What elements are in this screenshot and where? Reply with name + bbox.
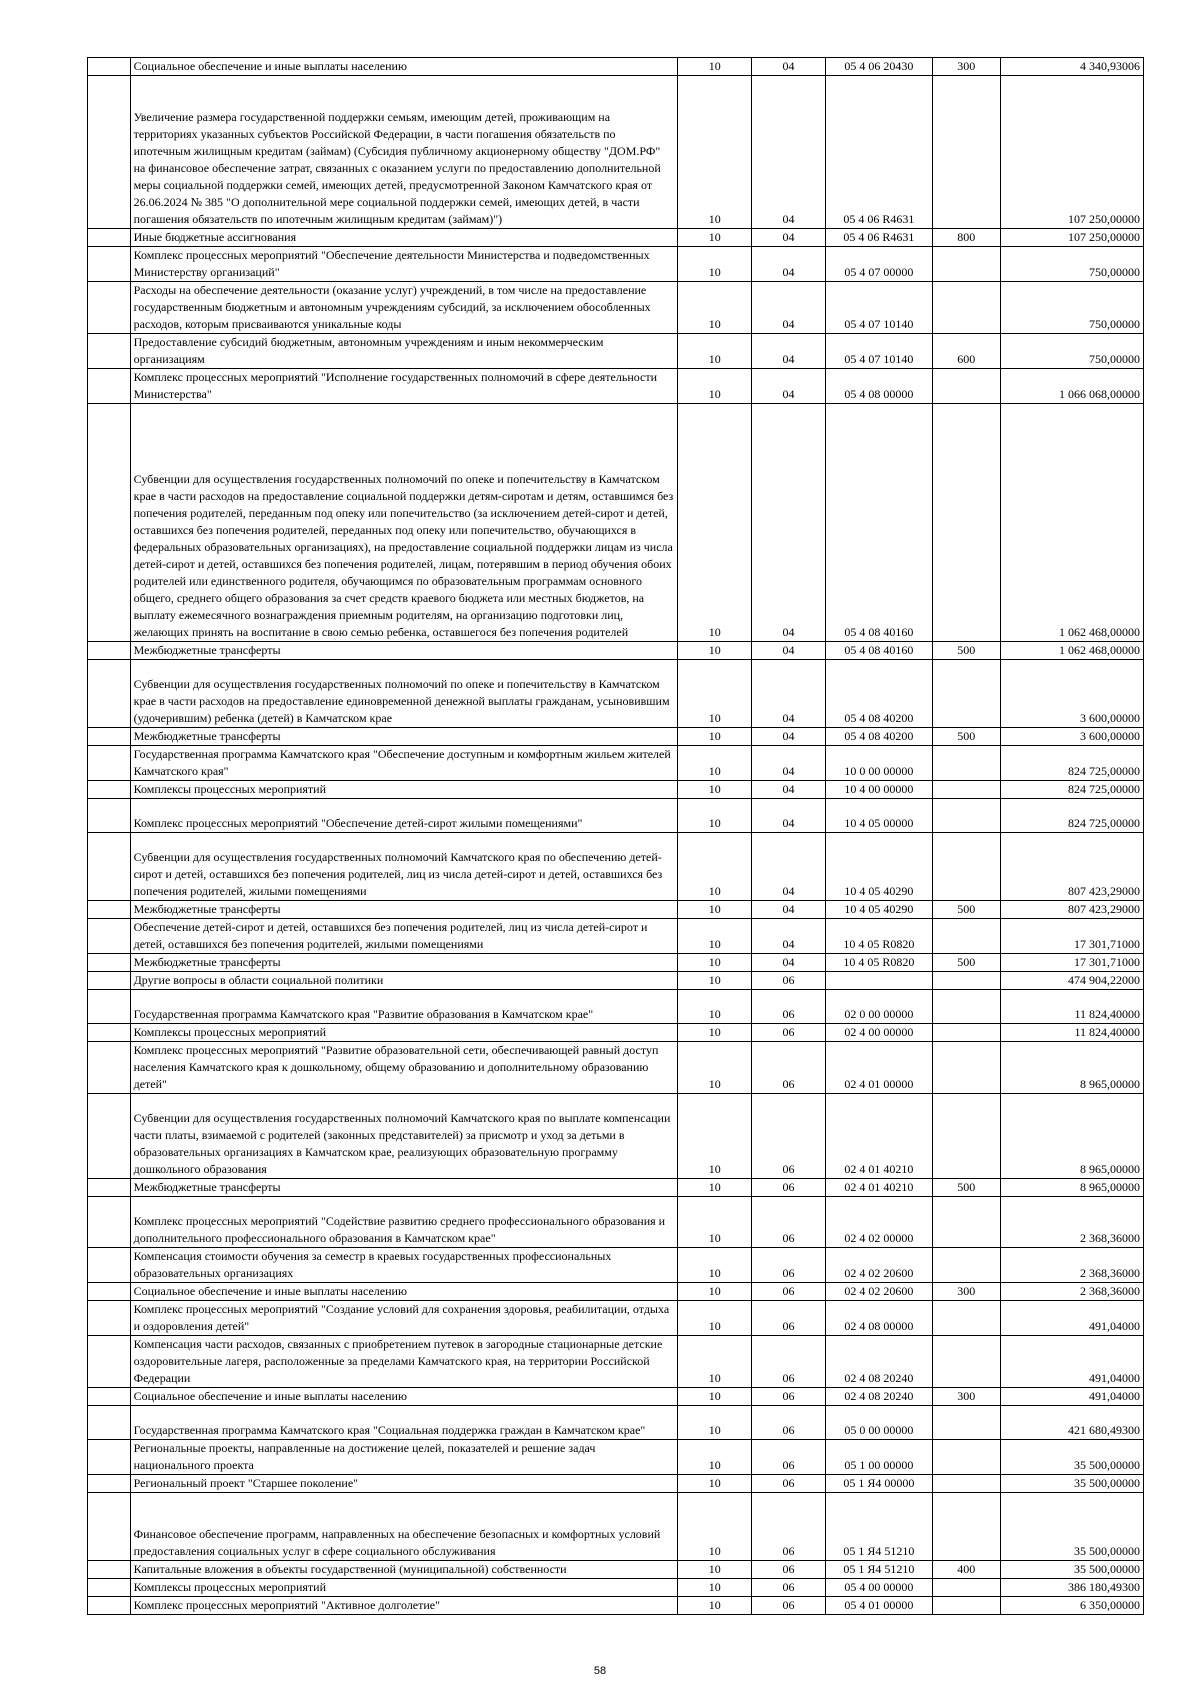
row-section-cell: 10 (678, 1475, 752, 1493)
row-amount-cell: 824 725,00000 (1000, 799, 1144, 833)
row-spacer-cell (88, 1475, 131, 1493)
row-spacer-cell (88, 404, 131, 642)
row-section-cell: 10 (678, 972, 752, 990)
row-spacer-cell (88, 728, 131, 746)
row-spacer-cell (88, 1197, 131, 1248)
row-section-cell: 10 (678, 1336, 752, 1388)
row-section-cell: 10 (678, 58, 752, 76)
row-spacer-cell (88, 972, 131, 990)
row-target-code-cell: 10 4 05 00000 (825, 799, 932, 833)
row-target-code-cell: 05 0 00 00000 (825, 1406, 932, 1440)
row-name-cell: Расходы на обеспечение деятельности (оказание услуг) учреждений, в том числе на предоставление государственным бюджетным и автономным учреждениям субсидий, за исключением обособленных расходов, которым присваиваются уникальные коды (130, 282, 678, 334)
table-row (88, 1283, 1144, 1301)
row-expense-type-cell (932, 799, 1000, 833)
row-name-cell: Комплексы процессных мероприятий (130, 1579, 678, 1597)
row-expense-type-cell: 800 (932, 229, 1000, 247)
row-expense-type-cell (932, 1597, 1000, 1615)
row-spacer-cell (88, 919, 131, 954)
table-row (88, 919, 1144, 954)
row-expense-type-cell: 300 (932, 1283, 1000, 1301)
row-subsection-cell: 04 (752, 954, 826, 972)
row-target-code-cell: 10 4 05 40290 (825, 901, 932, 919)
row-section-cell: 10 (678, 1042, 752, 1094)
row-section-cell: 10 (678, 404, 752, 642)
row-name-cell: Комплекс процессных мероприятий "Обеспечение детей-сирот жилыми помещениями" (130, 799, 678, 833)
row-subsection-cell: 04 (752, 404, 826, 642)
row-name-cell: Компенсация стоимости обучения за семестр в краевых государственных профессиональных образовательных организациях (130, 1248, 678, 1283)
row-expense-type-cell (932, 404, 1000, 642)
row-spacer-cell (88, 76, 131, 229)
row-target-code-cell: 05 4 08 40200 (825, 728, 932, 746)
row-target-code-cell: 02 4 08 20240 (825, 1336, 932, 1388)
row-amount-cell: 8 965,00000 (1000, 1094, 1144, 1179)
row-amount-cell: 8 965,00000 (1000, 1042, 1144, 1094)
row-expense-type-cell (932, 919, 1000, 954)
row-target-code-cell: 02 4 08 20240 (825, 1388, 932, 1406)
table-row (88, 58, 1144, 76)
row-section-cell: 10 (678, 282, 752, 334)
row-amount-cell: 35 500,00000 (1000, 1475, 1144, 1493)
row-name-cell: Предоставление субсидий бюджетным, автономным учреждениям и иным некоммерческим организациям (130, 334, 678, 369)
row-section-cell: 10 (678, 1179, 752, 1197)
row-amount-cell: 1 066 068,00000 (1000, 369, 1144, 404)
row-subsection-cell: 06 (752, 1597, 826, 1615)
row-spacer-cell (88, 1388, 131, 1406)
row-spacer-cell (88, 1336, 131, 1388)
row-section-cell: 10 (678, 642, 752, 660)
row-expense-type-cell (932, 1301, 1000, 1336)
row-expense-type-cell (932, 1024, 1000, 1042)
table-row (88, 972, 1144, 990)
row-name-cell: Межбюджетные трансферты (130, 1179, 678, 1197)
row-amount-cell: 474 904,22000 (1000, 972, 1144, 990)
row-section-cell: 10 (678, 1094, 752, 1179)
row-amount-cell: 17 301,71000 (1000, 954, 1144, 972)
row-subsection-cell: 06 (752, 1475, 826, 1493)
row-target-code-cell: 05 4 00 00000 (825, 1579, 932, 1597)
row-amount-cell: 4 340,93006 (1000, 58, 1144, 76)
row-section-cell: 10 (678, 1301, 752, 1336)
row-target-code-cell (825, 972, 932, 990)
row-spacer-cell (88, 1597, 131, 1615)
row-target-code-cell: 02 0 00 00000 (825, 990, 932, 1024)
row-expense-type-cell (932, 1579, 1000, 1597)
row-expense-type-cell: 400 (932, 1561, 1000, 1579)
table-row (88, 954, 1144, 972)
table-row (88, 1179, 1144, 1197)
row-expense-type-cell: 500 (932, 954, 1000, 972)
table-row (88, 1406, 1144, 1440)
row-target-code-cell: 02 4 00 00000 (825, 1024, 932, 1042)
row-spacer-cell (88, 1579, 131, 1597)
row-amount-cell: 386 180,49300 (1000, 1579, 1144, 1597)
row-name-cell: Финансовое обеспечение программ, направленных на обеспечение безопасных и комфортных условий предоставления социальных услуг в сфере социального обслуживания (130, 1493, 678, 1561)
row-subsection-cell: 06 (752, 1197, 826, 1248)
row-amount-cell: 1 062 468,00000 (1000, 404, 1144, 642)
row-expense-type-cell (932, 1440, 1000, 1475)
row-name-cell: Государственная программа Камчатского края "Развитие образования в Камчатском крае" (130, 990, 678, 1024)
row-expense-type-cell (932, 660, 1000, 728)
row-spacer-cell (88, 1179, 131, 1197)
row-name-cell: Региональные проекты, направленные на достижение целей, показателей и решение задач национального проекта (130, 1440, 678, 1475)
row-subsection-cell: 06 (752, 972, 826, 990)
row-section-cell: 10 (678, 833, 752, 901)
row-amount-cell: 807 423,29000 (1000, 901, 1144, 919)
row-target-code-cell: 05 1 Я4 51210 (825, 1561, 932, 1579)
table-row (88, 833, 1144, 901)
row-target-code-cell: 02 4 02 00000 (825, 1197, 932, 1248)
row-name-cell: Межбюджетные трансферты (130, 954, 678, 972)
row-section-cell: 10 (678, 901, 752, 919)
row-expense-type-cell: 500 (932, 901, 1000, 919)
row-amount-cell: 35 500,00000 (1000, 1440, 1144, 1475)
row-expense-type-cell (932, 1406, 1000, 1440)
row-spacer-cell (88, 799, 131, 833)
row-target-code-cell: 05 4 07 00000 (825, 247, 932, 282)
row-subsection-cell: 06 (752, 1561, 826, 1579)
row-expense-type-cell (932, 369, 1000, 404)
row-expense-type-cell: 600 (932, 334, 1000, 369)
row-subsection-cell: 06 (752, 1579, 826, 1597)
table-row (88, 247, 1144, 282)
row-name-cell: Субвенции для осуществления государственных полномочий по опеке и попечительству в Камчатском крае в части расходов на предоставление социальной поддержки детям-сиротам и детям, оставшимся без попечения родителей, переданным под опеку или попечительство (за исключением детей-сирот и детей, оставшихся без попечения родителей, переданных под опеку или попечительство, обучающихся в федеральных образовательных организациях), на предоставление социальной поддержки лицам из числа детей-сирот и детей, оставшихся без попечения родителей, лицам, потерявшим в период обучения обоих родителей или единственного родителя, обучающимся по образовательным программам основного общего, среднего общего образования за счет средств краевого бюджета или местных бюджетов, на выплату ежемесячного вознаграждения приемным родителям, на организацию подготовки лиц, желающих принять на воспитание в свою семью ребенка, оставшегося без попечения родителей (130, 404, 678, 642)
row-amount-cell: 35 500,00000 (1000, 1493, 1144, 1561)
table-row (88, 1561, 1144, 1579)
row-spacer-cell (88, 781, 131, 799)
row-target-code-cell: 10 4 05 R0820 (825, 919, 932, 954)
row-section-cell: 10 (678, 1197, 752, 1248)
row-target-code-cell: 05 4 06 R4631 (825, 229, 932, 247)
row-spacer-cell (88, 660, 131, 728)
row-spacer-cell (88, 901, 131, 919)
table-row (88, 1024, 1144, 1042)
row-expense-type-cell (932, 1042, 1000, 1094)
row-subsection-cell: 04 (752, 746, 826, 781)
row-subsection-cell: 04 (752, 660, 826, 728)
row-subsection-cell: 04 (752, 58, 826, 76)
row-spacer-cell (88, 1493, 131, 1561)
table-row (88, 990, 1144, 1024)
row-expense-type-cell: 500 (932, 728, 1000, 746)
row-name-cell: Обеспечение детей-сирот и детей, оставшихся без попечения родителей, лиц из числа детей-сирот и детей, оставшихся без попечения родителей, жилыми помещениями (130, 919, 678, 954)
row-target-code-cell: 05 4 07 10140 (825, 282, 932, 334)
row-section-cell: 10 (678, 1406, 752, 1440)
row-target-code-cell: 05 4 08 00000 (825, 369, 932, 404)
table-row (88, 1301, 1144, 1336)
row-name-cell: Субвенции для осуществления государственных полномочий Камчатского края по обеспечению детей-сирот и детей, оставшихся без попечения родителей, лиц из числа детей-сирот и детей, оставшихся без попечения родителей, жилыми помещениями (130, 833, 678, 901)
row-amount-cell: 17 301,71000 (1000, 919, 1144, 954)
row-amount-cell: 421 680,49300 (1000, 1406, 1144, 1440)
row-name-cell: Социальное обеспечение и иные выплаты населению (130, 58, 678, 76)
row-expense-type-cell (932, 76, 1000, 229)
row-section-cell: 10 (678, 1024, 752, 1042)
table-row (88, 1475, 1144, 1493)
row-subsection-cell: 04 (752, 728, 826, 746)
row-subsection-cell: 06 (752, 1179, 826, 1197)
row-name-cell: Комплекс процессных мероприятий "Обеспечение деятельности Министерства и подведомственных Министерству организаций" (130, 247, 678, 282)
row-amount-cell: 824 725,00000 (1000, 781, 1144, 799)
row-subsection-cell: 04 (752, 76, 826, 229)
row-target-code-cell: 05 4 08 40160 (825, 642, 932, 660)
row-subsection-cell: 04 (752, 247, 826, 282)
row-subsection-cell: 04 (752, 282, 826, 334)
row-amount-cell: 107 250,00000 (1000, 76, 1144, 229)
row-spacer-cell (88, 1248, 131, 1283)
table-row (88, 1042, 1144, 1094)
row-target-code-cell: 10 0 00 00000 (825, 746, 932, 781)
row-spacer-cell (88, 1440, 131, 1475)
row-name-cell: Иные бюджетные ассигнования (130, 229, 678, 247)
table-row (88, 334, 1144, 369)
row-section-cell: 10 (678, 1597, 752, 1615)
row-target-code-cell: 02 4 02 20600 (825, 1248, 932, 1283)
row-subsection-cell: 04 (752, 781, 826, 799)
row-spacer-cell (88, 1024, 131, 1042)
row-amount-cell: 491,04000 (1000, 1301, 1144, 1336)
row-expense-type-cell: 500 (932, 642, 1000, 660)
row-spacer-cell (88, 1283, 131, 1301)
row-spacer-cell (88, 1406, 131, 1440)
row-amount-cell: 750,00000 (1000, 334, 1144, 369)
row-expense-type-cell: 500 (932, 1179, 1000, 1197)
row-subsection-cell: 06 (752, 1042, 826, 1094)
table-row (88, 1248, 1144, 1283)
row-target-code-cell: 02 4 01 40210 (825, 1094, 932, 1179)
row-section-cell: 10 (678, 229, 752, 247)
row-spacer-cell (88, 1561, 131, 1579)
row-spacer-cell (88, 954, 131, 972)
row-subsection-cell: 04 (752, 833, 826, 901)
row-section-cell: 10 (678, 1248, 752, 1283)
row-target-code-cell: 02 4 02 20600 (825, 1283, 932, 1301)
row-target-code-cell: 05 4 07 10140 (825, 334, 932, 369)
row-name-cell: Региональный проект "Старшее поколение" (130, 1475, 678, 1493)
row-name-cell: Социальное обеспечение и иные выплаты населению (130, 1283, 678, 1301)
row-spacer-cell (88, 833, 131, 901)
row-name-cell: Комплекс процессных мероприятий "Развитие образовательной сети, обеспечивающей равный доступ населения Камчатского края к дошкольному, общему образованию и дополнительному образованию детей" (130, 1042, 678, 1094)
row-amount-cell: 8 965,00000 (1000, 1179, 1144, 1197)
row-spacer-cell (88, 1042, 131, 1094)
table-row (88, 1579, 1144, 1597)
row-subsection-cell: 06 (752, 1283, 826, 1301)
row-spacer-cell (88, 229, 131, 247)
row-amount-cell: 11 824,40000 (1000, 990, 1144, 1024)
row-spacer-cell (88, 1301, 131, 1336)
row-subsection-cell: 06 (752, 1024, 826, 1042)
row-name-cell: Капитальные вложения в объекты государственной (муниципальной) собственности (130, 1561, 678, 1579)
row-spacer-cell (88, 58, 131, 76)
row-target-code-cell: 05 4 08 40200 (825, 660, 932, 728)
row-amount-cell: 2 368,36000 (1000, 1248, 1144, 1283)
row-section-cell: 10 (678, 728, 752, 746)
row-name-cell: Комплекс процессных мероприятий "Исполнение государственных полномочий в сфере деятельности Министерства" (130, 369, 678, 404)
row-spacer-cell (88, 369, 131, 404)
row-subsection-cell: 04 (752, 799, 826, 833)
row-subsection-cell: 06 (752, 1440, 826, 1475)
row-name-cell: Государственная программа Камчатского края "Социальная поддержка граждан в Камчатском крае" (130, 1406, 678, 1440)
row-amount-cell: 750,00000 (1000, 247, 1144, 282)
row-subsection-cell: 04 (752, 334, 826, 369)
row-name-cell: Комплексы процессных мероприятий (130, 1024, 678, 1042)
row-section-cell: 10 (678, 660, 752, 728)
row-target-code-cell: 02 4 01 40210 (825, 1179, 932, 1197)
row-expense-type-cell (932, 746, 1000, 781)
row-subsection-cell: 06 (752, 1301, 826, 1336)
row-amount-cell: 3 600,00000 (1000, 660, 1144, 728)
table-row (88, 1336, 1144, 1388)
row-amount-cell: 3 600,00000 (1000, 728, 1144, 746)
row-section-cell: 10 (678, 1561, 752, 1579)
table-row (88, 1094, 1144, 1179)
table-row (88, 746, 1144, 781)
row-name-cell: Межбюджетные трансферты (130, 728, 678, 746)
row-section-cell: 10 (678, 746, 752, 781)
row-expense-type-cell (932, 781, 1000, 799)
row-name-cell: Увеличение размера государственной поддержки семьям, имеющим детей, проживающим на территориях указанных субъектов Российской Федерации, в части погашения обязательств по ипотечным жилищным кредитам (займам) (Субсидия публичному акционерному обществу "ДОМ.РФ" на финансовое обеспечение затрат, связанных с оказанием услуги по предоставлению дополнительной меры социальной поддержки семей, имеющих детей, предусмотренной Законом Камчатского края от 26.06.2024 № 385 "О дополнительной мере социальной поддержки семей, имеющих детей, в части погашения обязательств по ипотечным жилищным кредитам (займам)") (130, 76, 678, 229)
table-row (88, 799, 1144, 833)
row-subsection-cell: 04 (752, 901, 826, 919)
table-row (88, 282, 1144, 334)
budget-table (87, 57, 1144, 1615)
row-subsection-cell: 04 (752, 229, 826, 247)
row-name-cell: Социальное обеспечение и иные выплаты населению (130, 1388, 678, 1406)
row-expense-type-cell (932, 1493, 1000, 1561)
row-expense-type-cell (932, 282, 1000, 334)
row-expense-type-cell: 300 (932, 58, 1000, 76)
row-subsection-cell: 04 (752, 642, 826, 660)
row-name-cell: Комплекс процессных мероприятий "Содействие развитию среднего профессионального образования и дополнительного профессионального образования в Камчатском крае" (130, 1197, 678, 1248)
table-row (88, 642, 1144, 660)
row-expense-type-cell (932, 1197, 1000, 1248)
row-section-cell: 10 (678, 1283, 752, 1301)
row-amount-cell: 107 250,00000 (1000, 229, 1144, 247)
row-target-code-cell: 05 1 Я4 51210 (825, 1493, 932, 1561)
row-section-cell: 10 (678, 1579, 752, 1597)
row-target-code-cell: 02 4 01 00000 (825, 1042, 932, 1094)
row-name-cell: Комплекс процессных мероприятий "Активное долголетие" (130, 1597, 678, 1615)
row-section-cell: 10 (678, 799, 752, 833)
table-row (88, 781, 1144, 799)
row-name-cell: Межбюджетные трансферты (130, 901, 678, 919)
row-spacer-cell (88, 746, 131, 781)
row-amount-cell: 2 368,36000 (1000, 1197, 1144, 1248)
row-subsection-cell: 04 (752, 369, 826, 404)
row-amount-cell: 35 500,00000 (1000, 1561, 1144, 1579)
row-subsection-cell: 04 (752, 919, 826, 954)
row-section-cell: 10 (678, 919, 752, 954)
row-expense-type-cell: 300 (932, 1388, 1000, 1406)
row-spacer-cell (88, 642, 131, 660)
row-expense-type-cell (932, 1475, 1000, 1493)
row-section-cell: 10 (678, 954, 752, 972)
row-target-code-cell: 05 4 06 R4631 (825, 76, 932, 229)
row-target-code-cell: 05 4 06 20430 (825, 58, 932, 76)
row-expense-type-cell (932, 972, 1000, 990)
row-amount-cell: 6 350,00000 (1000, 1597, 1144, 1615)
row-name-cell: Компенсация части расходов, связанных с приобретением путевок в загородные стационарные детские оздоровительные лагеря, расположенные за пределами Камчатского края, на территории Российской Федерации (130, 1336, 678, 1388)
row-target-code-cell: 05 4 08 40160 (825, 404, 932, 642)
table-row (88, 660, 1144, 728)
row-target-code-cell: 10 4 00 00000 (825, 781, 932, 799)
row-subsection-cell: 06 (752, 1493, 826, 1561)
row-spacer-cell (88, 1094, 131, 1179)
row-amount-cell: 824 725,00000 (1000, 746, 1144, 781)
table-row (88, 1388, 1144, 1406)
row-section-cell: 10 (678, 247, 752, 282)
row-section-cell: 10 (678, 369, 752, 404)
row-spacer-cell (88, 334, 131, 369)
row-expense-type-cell (932, 1336, 1000, 1388)
row-amount-cell: 491,04000 (1000, 1336, 1144, 1388)
table-row (88, 404, 1144, 642)
row-amount-cell: 750,00000 (1000, 282, 1144, 334)
row-amount-cell: 2 368,36000 (1000, 1283, 1144, 1301)
row-subsection-cell: 06 (752, 1388, 826, 1406)
table-row (88, 1197, 1144, 1248)
row-expense-type-cell (932, 990, 1000, 1024)
row-spacer-cell (88, 282, 131, 334)
row-target-code-cell: 05 1 Я4 00000 (825, 1475, 932, 1493)
table-row (88, 369, 1144, 404)
table-row (88, 901, 1144, 919)
row-target-code-cell: 05 4 01 00000 (825, 1597, 932, 1615)
row-name-cell: Комплексы процессных мероприятий (130, 781, 678, 799)
row-subsection-cell: 06 (752, 1094, 826, 1179)
row-amount-cell: 11 824,40000 (1000, 1024, 1144, 1042)
table-row (88, 1597, 1144, 1615)
row-target-code-cell: 05 1 00 00000 (825, 1440, 932, 1475)
row-spacer-cell (88, 990, 131, 1024)
row-subsection-cell: 06 (752, 1248, 826, 1283)
row-section-cell: 10 (678, 1440, 752, 1475)
table-row (88, 1440, 1144, 1475)
row-expense-type-cell (932, 1094, 1000, 1179)
row-section-cell: 10 (678, 76, 752, 229)
table-row (88, 728, 1144, 746)
row-section-cell: 10 (678, 1493, 752, 1561)
row-name-cell: Субвенции для осуществления государственных полномочий Камчатского края по выплате компенсации части платы, взимаемой с родителей (законных представителей) за присмотр и уход за детьми в образовательных организациях в Камчатском крае, реализующих образовательную программу дошкольного образования (130, 1094, 678, 1179)
row-amount-cell: 1 062 468,00000 (1000, 642, 1144, 660)
row-expense-type-cell (932, 247, 1000, 282)
page-number: 58 (593, 1665, 607, 1677)
row-subsection-cell: 06 (752, 1336, 826, 1388)
row-name-cell: Межбюджетные трансферты (130, 642, 678, 660)
row-expense-type-cell (932, 1248, 1000, 1283)
row-name-cell: Государственная программа Камчатского края "Обеспечение доступным и комфортным жильем жителей Камчатского края" (130, 746, 678, 781)
table-row (88, 76, 1144, 229)
row-section-cell: 10 (678, 334, 752, 369)
row-name-cell: Субвенции для осуществления государственных полномочий по опеке и попечительству в Камчатском крае в части расходов на предоставление единовременной денежной выплаты гражданам, усыновившим (удочерившим) ребенка (детей) в Камчатском крае (130, 660, 678, 728)
row-amount-cell: 491,04000 (1000, 1388, 1144, 1406)
budget-table-body (88, 58, 1144, 1615)
row-target-code-cell: 02 4 08 00000 (825, 1301, 932, 1336)
row-section-cell: 10 (678, 990, 752, 1024)
row-target-code-cell: 10 4 05 R0820 (825, 954, 932, 972)
row-name-cell: Комплекс процессных мероприятий "Создание условий для сохранения здоровья, реабилитации, отдыха и оздоровления детей" (130, 1301, 678, 1336)
row-name-cell: Другие вопросы в области социальной политики (130, 972, 678, 990)
row-section-cell: 10 (678, 781, 752, 799)
row-subsection-cell: 06 (752, 990, 826, 1024)
row-amount-cell: 807 423,29000 (1000, 833, 1144, 901)
row-target-code-cell: 10 4 05 40290 (825, 833, 932, 901)
table-row (88, 229, 1144, 247)
row-section-cell: 10 (678, 1388, 752, 1406)
table-row (88, 1493, 1144, 1561)
row-expense-type-cell (932, 833, 1000, 901)
row-subsection-cell: 06 (752, 1406, 826, 1440)
row-spacer-cell (88, 247, 131, 282)
